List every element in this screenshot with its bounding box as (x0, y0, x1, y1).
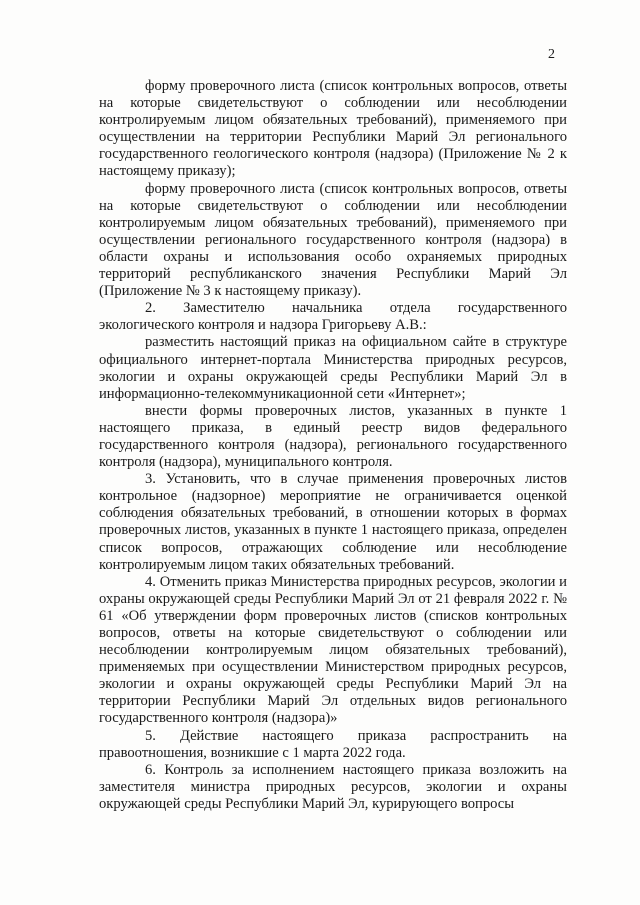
paragraph-publish: разместить настоящий приказ на официальном сайте в структуре официального интернет-портала Министерства природных ресурсов, экологии и охраны окружающей среды Республики Марий Эл в информационно-телекоммуникационной сети «Интернет»; (99, 334, 567, 402)
paragraph-appendix-3: форму проверочного листа (список контрольных вопросов, ответы на которые свидетельствуют о соблюдении или несоблюдении контролируемым лицом обязательных требований), применяемого при осуществлении регионального государственного контроля (надзора) в области охраны и использования особо охраняемых природных территорий республиканского значения Республики Марий Эл (Приложение № 3 к настоящему приказу). (99, 180, 567, 300)
paragraph-item-3: 3. Установить, что в случае применения проверочных листов контрольное (надзорное) мероприятие не ограничивается оценкой соблюдения обязательных требований, в отношении которых в формах проверочных листов, указанных в пункте 1 настоящего приказа, определен список вопросов, отражающих соблюдение или несоблюдение контролируемым лицом таких обязательных требований. (99, 471, 567, 573)
paragraph-registry: внести формы проверочных листов, указанных в пункте 1 настоящего приказа, в единый реестр видов федерального государственного контроля (надзора), регионального государственного контроля (надзора), муниципального контроля. (99, 402, 567, 471)
paragraph-item-5: 5. Действие настоящего приказа распространить на правоотношения, возникшие с 1 марта 2022 года. (99, 727, 567, 761)
page-number: 2 (548, 47, 555, 62)
paragraph-item-2: 2. Заместителю начальника отдела государственного экологического контроля и надзора Григорьеву А.В.: (99, 300, 567, 334)
paragraph-appendix-2: форму проверочного листа (список контрольных вопросов, ответы на которые свидетельствуют о соблюдении или несоблюдении контролируемым лицом обязательных требований), применяемого при осуществлении на территории Республики Марий Эл регионального государственного геологического контроля (надзора) (Приложение № 2 к настоящему приказу); (99, 78, 567, 180)
document-body (99, 78, 567, 813)
paragraph-item-6: 6. Контроль за исполнением настоящего приказа возложить на заместителя министра природных ресурсов, экологии и охраны окружающей среды Республики Марий Эл, курирующего вопросы (99, 761, 567, 812)
paragraph-item-4: 4. Отменить приказ Министерства природных ресурсов, экологии и охраны окружающей среды Республики Марий Эл от 21 февраля 2022 г. № 61 «Об утверждении форм проверочных листов (списков контрольных вопросов, ответы на которые свидетельствуют о соблюдении или несоблюдении контролируемым лицом обязательных требований), применяемых при осуществлении Министерством природных ресурсов, экологии и охраны окружающей среды Республики Марий Эл на территории Республики Марий Эл отдельных видов регионального государственного контроля (надзора)» (99, 573, 567, 727)
